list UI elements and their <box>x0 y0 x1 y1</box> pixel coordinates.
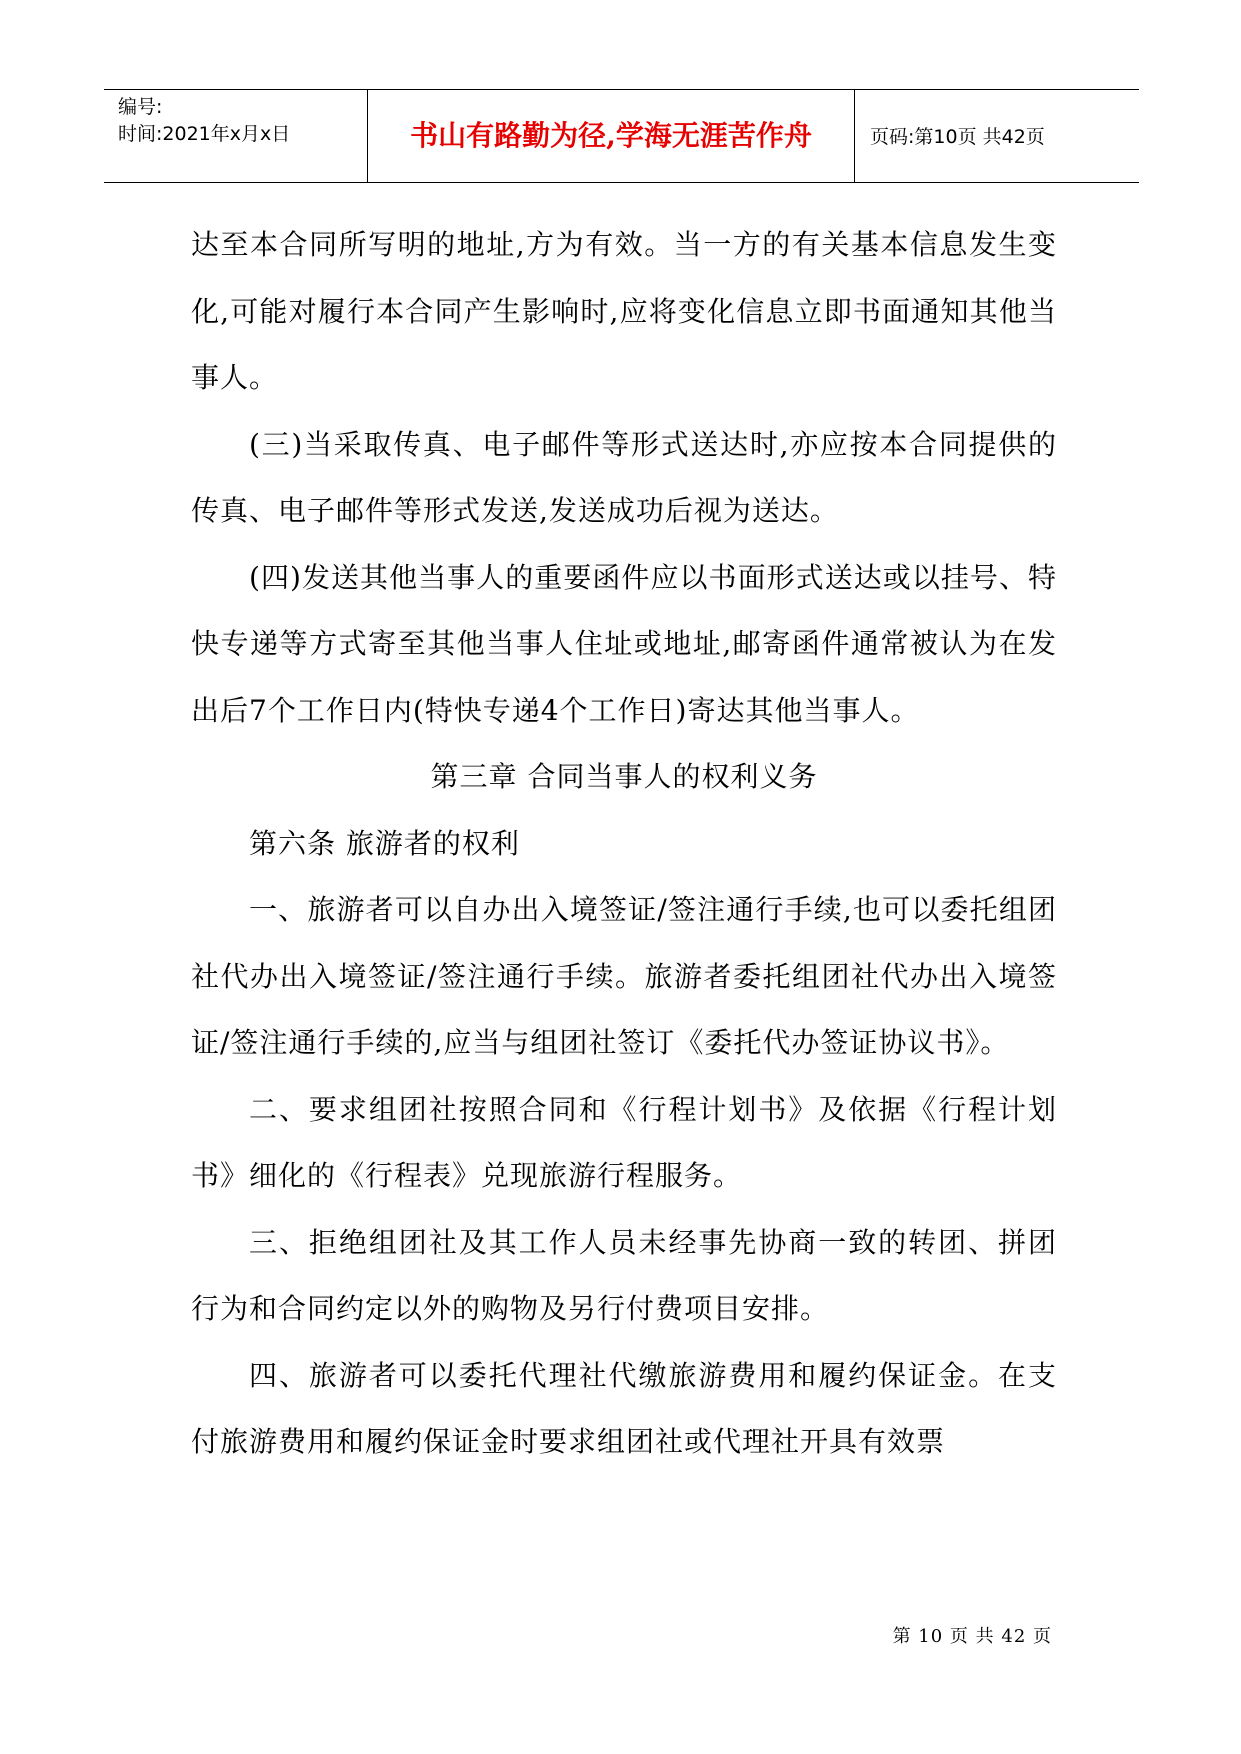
header-code-label: 编号: <box>118 96 163 118</box>
header-divider <box>854 90 855 182</box>
document-body <box>191 212 1057 1476</box>
page-header <box>104 89 1139 183</box>
paragraph: (三)当采取传真、电子邮件等形式送达时,亦应按本合同提供的传真、电子邮件等形式发送,发送成功后视为送达。 <box>191 427 1057 527</box>
paragraph: 达至本合同所写明的地址,方为有效。当一方的有关基本信息发生变化,可能对履行本合同产生影响时,应将变化信息立即书面通知其他当事人。 <box>191 228 1057 394</box>
chapter-heading: 第三章 合同当事人的权利义务 <box>430 760 818 793</box>
paragraph: 二、要求组团社按照合同和《行程计划书》及依据《行程计划书》细化的《行程表》兑现旅游行程服务。 <box>191 1092 1057 1192</box>
header-motto: 书山有路勤为径,学海无涯苦作舟 <box>410 119 812 152</box>
header-time-label: 时间:2021年x月x日 <box>118 123 291 145</box>
article-heading: 第六条 旅游者的权利 <box>249 826 520 860</box>
header-meta <box>118 94 290 148</box>
paragraph: 四、旅游者可以委托代理社代缴旅游费用和履约保证金。在支付旅游费用和履约保证金时要求组团社或代理社开具有效票 <box>191 1358 1057 1458</box>
paragraph: (四)发送其他当事人的重要函件应以书面形式送达或以挂号、特快专递等方式寄至其他当事人住址或地址,邮寄函件通常被认为在发出后7个工作日内(特快专递4个工作日)寄达其他当事人。 <box>191 560 1057 727</box>
paragraph: 一、旅游者可以自办出入境签证/签注通行手续,也可以委托组团社代办出入境签证/签注通行手续。旅游者委托组团社代办出入境签证/签注通行手续的,应当与组团社签订《委托代办签证协议书》。 <box>191 893 1057 1059</box>
header-page-info: 页码:第10页 共42页 <box>870 126 1045 148</box>
paragraph: 三、拒绝组团社及其工作人员未经事先协商一致的转团、拼团行为和合同约定以外的购物及另行付费项目安排。 <box>191 1225 1057 1325</box>
page-footer: 第 10 页 共 42 页 <box>892 1626 1052 1647</box>
